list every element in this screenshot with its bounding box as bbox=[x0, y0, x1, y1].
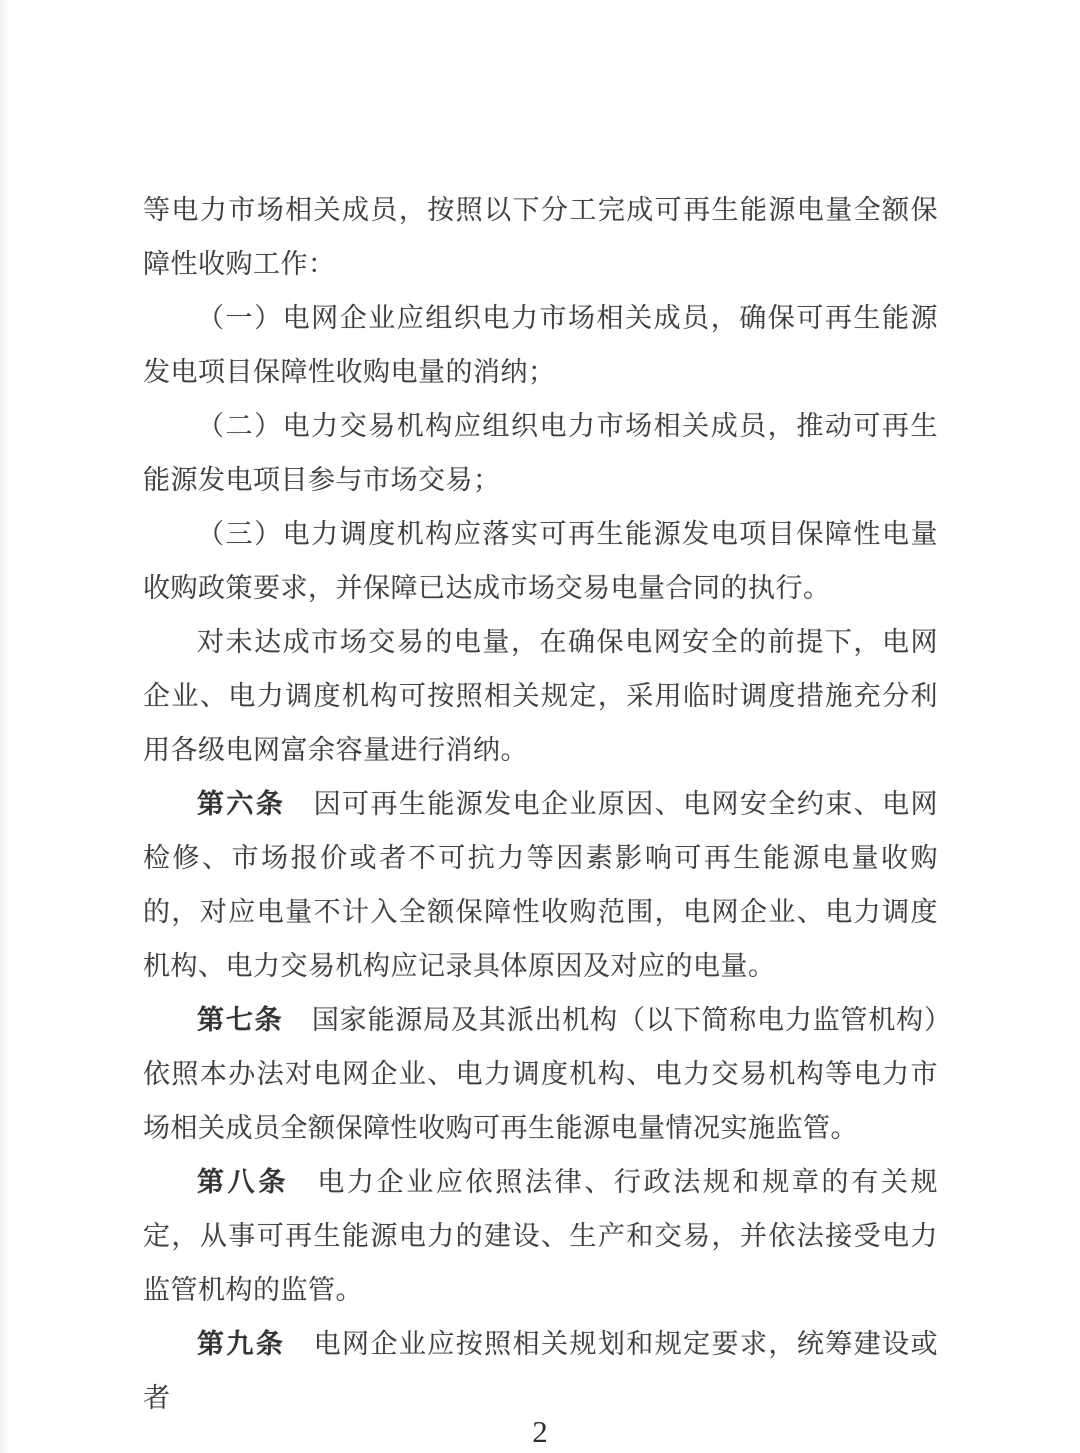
paragraph-text: （三）电力调度机构应落实可再生能源发电项目保障性电量收购政策要求，并保障已达成市场交易电量合同的执行。 bbox=[143, 519, 938, 603]
paragraph-text: （二）电力交易机构应组织电力市场相关成员，推动可再生能源发电项目参与市场交易； bbox=[143, 411, 938, 495]
paragraph bbox=[143, 183, 938, 291]
paragraph-text: 对未达成市场交易的电量，在确保电网安全的前提下，电网企业、电力调度机构可按照相关规定，采用临时调度措施充分利用各级电网富余容量进行消纳。 bbox=[143, 627, 938, 765]
paragraph bbox=[143, 777, 938, 993]
scan-edge-shading bbox=[0, 0, 10, 1453]
paragraph bbox=[143, 399, 938, 507]
paragraph-text: 等电力市场相关成员，按照以下分工完成可再生能源电量全额保障性收购工作： bbox=[143, 195, 938, 279]
document-body bbox=[143, 183, 938, 1425]
paragraph-text: 因可再生能源发电企业原因、电网安全约束、电网检修、市场报价或者不可抗力等因素影响可再生能源电量收购的，对应电量不计入全额保障性收购范围，电网企业、电力调度机构、电力交易机构应记录具体原因及对应的电量。 bbox=[143, 789, 939, 981]
article-number: 第七条 bbox=[197, 1005, 284, 1035]
paragraph-text: 电力企业应依照法律、行政法规和规章的有关规定，从事可再生能源电力的建设、生产和交易，并依法接受电力监管机构的监管。 bbox=[143, 1167, 939, 1305]
article-number: 第九条 bbox=[197, 1329, 286, 1359]
paragraph-text: 电网企业应按照相关规划和规定要求，统筹建设或者 bbox=[143, 1329, 939, 1413]
paragraph-text: 国家能源局及其派出机构（以下简称电力监管机构）依照本办法对电网企业、电力调度机构、电力交易机构等电力市场相关成员全额保障性收购可再生能源电量情况实施监管。 bbox=[143, 1005, 939, 1143]
paragraph-text: （一）电网企业应组织电力市场相关成员，确保可再生能源发电项目保障性收购电量的消纳； bbox=[143, 303, 938, 387]
paragraph bbox=[143, 507, 938, 615]
paragraph bbox=[143, 1155, 938, 1317]
article-number: 第八条 bbox=[197, 1167, 289, 1197]
paragraph bbox=[143, 1317, 938, 1425]
paragraph bbox=[143, 615, 938, 777]
page-number: 2 bbox=[532, 1414, 548, 1449]
article-number: 第六条 bbox=[197, 789, 286, 819]
paragraph bbox=[143, 993, 938, 1155]
paragraph bbox=[143, 291, 938, 399]
